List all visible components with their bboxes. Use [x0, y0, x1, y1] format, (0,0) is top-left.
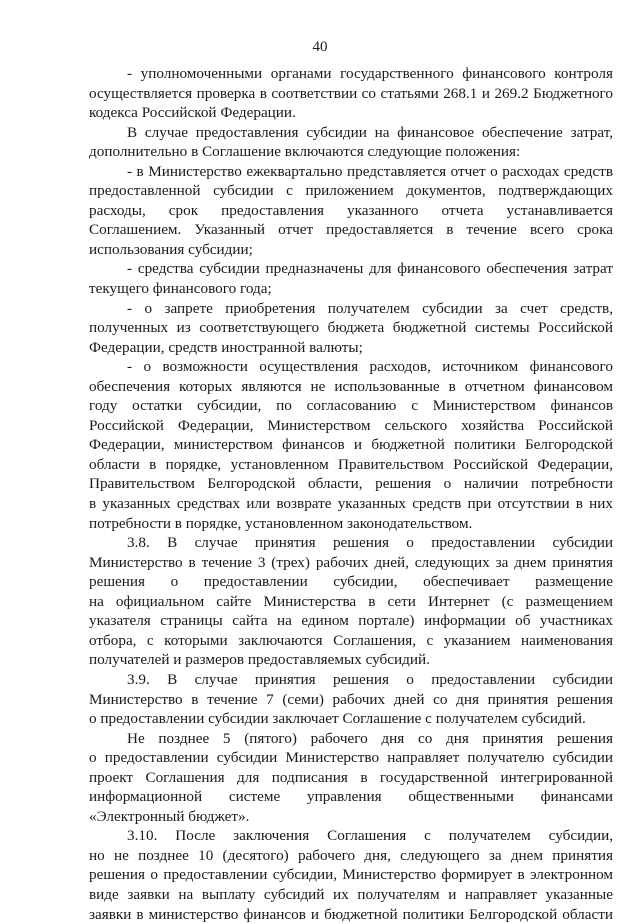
text-line: виде заявки на выплату субсидий их получателям и направляет указанные — [89, 885, 613, 903]
text-line: Министерство в течение 7 (семи) рабочих дней со дня принятия решения — [89, 690, 613, 708]
text-line: полученных из соответствующего бюджета бюджетной системы Российской — [89, 319, 613, 337]
text-line: В случае предоставления субсидии на финансовое обеспечение затрат, — [127, 123, 613, 141]
text-line: дополнительно в Соглашение включаются следующие положения: — [89, 143, 521, 161]
text-line: Соглашением. Указанный отчет предоставляется в течение всего срока — [89, 221, 613, 239]
text-line: решения о предоставлении субсидии, Министерство формирует в электронном — [89, 866, 613, 884]
text-line: Российской Федерации, Министерством сельского хозяйства Российской — [89, 416, 613, 434]
text-line: 3.9. В случае принятия решения о предоставлении субсидии — [127, 670, 613, 688]
text-line: использования субсидии; — [89, 240, 253, 258]
text-line: заявки в министерство финансов и бюджетной политики Белгородской области — [89, 905, 613, 923]
text-line: - средства субсидии предназначены для финансового обеспечения затрат — [127, 260, 613, 278]
text-line: Федерации, средств иностранной валюты; — [89, 338, 363, 356]
text-line: в указанных средствах или возврате указанных средств при отсутствии в них — [89, 495, 613, 513]
text-line: проект Соглашения для подписания в государственной интегрированной — [89, 768, 613, 786]
text-line: отбора, с которыми заключаются Соглашения, с указанием наименования — [89, 631, 613, 649]
text-line: 3.8. В случае принятия решения о предоставлении субсидии — [127, 534, 613, 552]
text-line: - о возможности осуществления расходов, источником финансового — [127, 358, 613, 376]
document-body — [89, 64, 613, 924]
text-line: получателей и размеров предоставляемых субсидий. — [89, 651, 430, 669]
text-line: Федерации, министерством финансов и бюджетной политики Белгородской — [89, 436, 613, 454]
text-line: - о запрете приобретения получателем субсидии за счет средств, — [127, 299, 613, 317]
text-line: расходы, срок предоставления указанного отчета устанавливается — [89, 201, 613, 219]
text-line: 3.10. После заключения Соглашения с получателем субсидии, — [127, 827, 613, 845]
text-line: информационной системе управления общественными финансами — [89, 788, 613, 806]
text-line: о предоставлении субсидии заключает Соглашение с получателем субсидий. — [89, 710, 586, 728]
text-line: «Электронный бюджет». — [89, 807, 250, 825]
text-line: осуществляется проверка в соответствии со статьями 268.1 и 269.2 Бюджетного — [89, 84, 613, 102]
text-line: на официальном сайте Министерства в сети Интернет (с размещением — [89, 592, 613, 610]
text-line: потребности в порядке, установленном законодательством. — [89, 514, 473, 532]
text-line: решения о предоставлении субсидии, обеспечивает размещение — [89, 573, 613, 591]
text-line: области в порядке, установленном Правительством Российской Федерации, — [89, 455, 613, 473]
text-line: текущего финансового года; — [89, 280, 272, 298]
text-line: но не позднее 10 (десятого) рабочего дня, следующего за днем принятия — [89, 846, 613, 864]
text-line: Правительством Белгородской области, решения о наличии потребности — [89, 475, 613, 493]
text-line: о предоставлении субсидии Министерство направляет получателю субсидии — [89, 749, 613, 767]
text-line: - в Министерство ежеквартально представляется отчет о расходах средств — [127, 162, 613, 180]
text-line: обеспечения которых являются не использованные в отчетном финансовом — [89, 377, 613, 395]
text-line: Министерство в течение 3 (трех) рабочих дней, следующих за днем принятия — [89, 553, 613, 571]
text-line: - уполномоченными органами государственного финансового контроля — [127, 65, 613, 82]
text-line: указателя страницы сайта на едином портале) информации об участниках — [89, 612, 613, 630]
page-number: 40 — [312, 39, 328, 55]
text-line: году остатки субсидии, по согласованию с Министерством финансов — [89, 397, 613, 415]
text-line: предоставленной субсидии с приложением документов, подтверждающих — [89, 182, 613, 200]
text-line: кодекса Российской Федерации. — [89, 104, 296, 122]
text-line: Не позднее 5 (пятого) рабочего дня со дня принятия решения — [127, 729, 613, 747]
